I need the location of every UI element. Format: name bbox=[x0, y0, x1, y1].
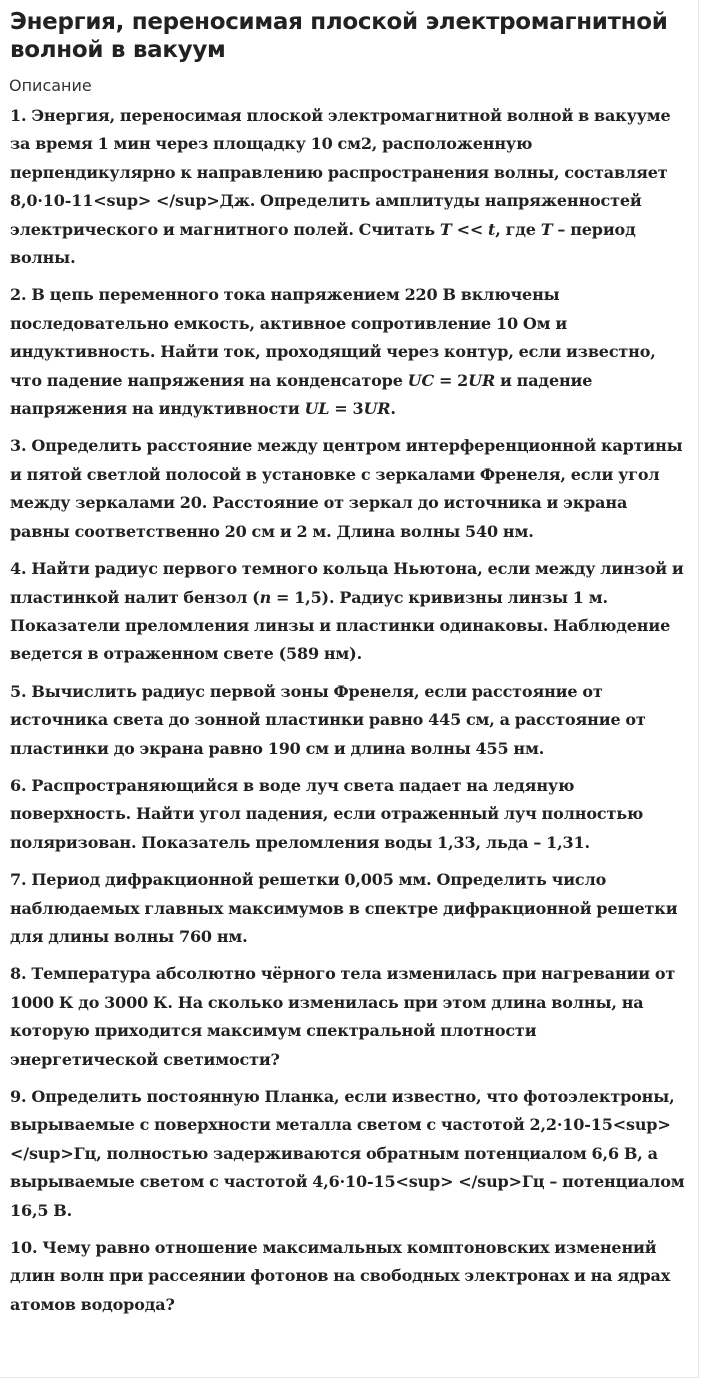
page-title: Энергия, переносимая плоской электромагнитной волной в вакуум bbox=[10, 9, 668, 63]
description-label: Описание bbox=[9, 76, 92, 95]
problem-9: 9. Определить постоянную Планка, если известно, что фотоэлектроны, вырываемые с поверхности металла светом с частотой 2,2·10-15<sup> </sup>Гц, полностью задерживаются обратным потенциалом 6,6 В, а вырываемые светом с частотой 4,6·10-15<sup> </sup>Гц – потенциалом 16,5 В. bbox=[10, 1087, 685, 1220]
problem-8: 8. Температура абсолютно чёрного тела изменилась при нагревании от 1000 К до 3000 К. На сколько изменилась при этом длина волны, на которую приходится максимум спектральной плотности энергетической светимости? bbox=[10, 964, 676, 1069]
problem-5: 5. Вычислить радиус первой зоны Френеля, если расстояние от источника света до зонной пластинки равно 445 см, а расстояние от пластинки до экрана равно 190 см и длина волны 455 нм. bbox=[10, 681, 646, 758]
problem-2: 2. В цепь переменного тока напряжением 220 В включены последовательно емкость, активное сопротивление 10 Ом и индуктивность. Найти ток, проходящий через контур, если известно, что падение напряжения на конденсаторе UC = 2UR и падение напряжения на индуктивности UL = 3UR. bbox=[10, 285, 656, 419]
problem-4: 4. Найти радиус первого темного кольца Ньютона, если между линзой и пластинкой налит бензол (n = 1,5). Радиус кривизны линзы 1 м. Показатели преломления линзы и пластинки одинаковы. Наблюдение ведется в отраженном свете (589 нм). bbox=[10, 559, 684, 664]
problem-1: 1. Энергия, переносимая плоской электромагнитной волной в вакууме за время 1 мин через площадку 10 см2, расположенную перпендикулярно к направлению распространения волны, составляет 8,0·10-11<sup> </sup>Дж. Определить амплитуды напряженностей электрического и магнитного полей. Считать T << t, где T – период волны. bbox=[10, 106, 671, 268]
problem-7: 7. Период дифракционной решетки 0,005 мм. Определить число наблюдаемых главных максимумов в спектре дифракционной решетки для длины волны 760 нм. bbox=[10, 870, 678, 946]
problem-10: 10. Чему равно отношение максимальных комптоновских изменений длин волн при рассеянии фотонов на свободных электронах и на ядрах атомов водорода? bbox=[10, 1238, 671, 1314]
problem-6: 6. Распространяющийся в воде луч света падает на ледяную поверхность. Найти угол падения, если отраженный луч полностью поляризован. Показатель преломления воды 1,33, льда – 1,31. bbox=[10, 775, 644, 852]
problem-3: 3. Определить расстояние между центром интерференционной картины и пятой светлой полосой в установке с зеркалами Френеля, если угол между зеркалами 20. Расстояние от зеркал до источника и экрана равны соответственно 20 см и 2 м. Длина волны 540 нм. bbox=[10, 436, 683, 541]
